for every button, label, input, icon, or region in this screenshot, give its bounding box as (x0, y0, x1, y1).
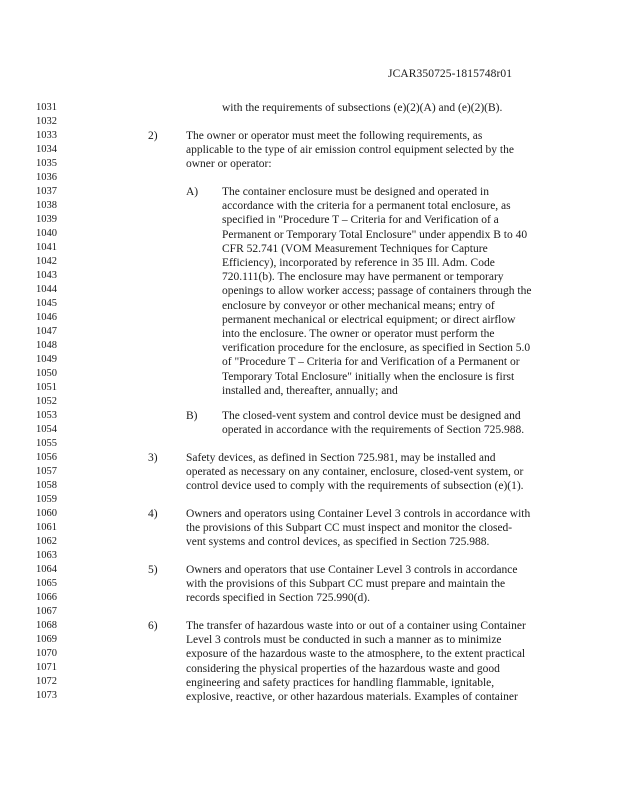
text-line: specified in "Procedure T – Criteria for and Verification of a (222, 214, 499, 227)
text-line: Owners and operators that use Container Level 3 controls in accordance (186, 564, 518, 576)
text-line: installed and, thereafter, annually; and (222, 384, 398, 397)
line-number: 1043 (36, 270, 57, 281)
line-number: 1062 (36, 536, 57, 547)
text-line: The container enclosure must be designed and operated in (222, 186, 489, 198)
text-line: Temporary Total Enclosure" initially when the enclosure is first (222, 370, 515, 383)
text-line: permanent mechanical or electrical equipment; or direct airflow (222, 313, 516, 326)
line-number: 1053 (36, 410, 57, 421)
document-id: JCAR350725-1815748r01 (388, 68, 513, 80)
text-line: 720.111(b). The enclosure may have permanent or temporary (222, 271, 504, 284)
line-number: 1058 (36, 480, 57, 491)
line-number: 1032 (36, 116, 57, 127)
line-number: 1046 (36, 312, 57, 323)
text-line: The closed-vent system and control device must be designed and (222, 410, 521, 422)
text-line: openings to allow worker access; passage of containers through the (222, 285, 532, 298)
line-number: 1049 (36, 354, 57, 365)
line-number: 1057 (36, 466, 57, 477)
line-number: 1034 (36, 144, 57, 155)
line-number: 1051 (36, 382, 57, 393)
text-line: records specified in Section 725.990(d). (186, 592, 370, 605)
item-2b-text (222, 409, 524, 437)
line-number: 1067 (36, 606, 57, 617)
continuation-text (222, 101, 502, 115)
line-number: 1068 (36, 620, 57, 631)
text-line: operated as necessary on any container, enclosure, closed-vent system, or (186, 466, 524, 479)
text-line: operated in accordance with the requirements of Section 725.988. (222, 424, 525, 437)
line-number: 1060 (36, 508, 57, 519)
line-number: 1055 (36, 438, 57, 449)
line-number: 1041 (36, 242, 57, 253)
text-line: The owner or operator must meet the following requirements, as (186, 130, 483, 142)
item-2-text (186, 129, 514, 172)
item-3-marker: 3) (148, 452, 158, 464)
line-number: 1052 (36, 396, 57, 407)
line-number: 1033 (36, 130, 57, 141)
item-6-text (186, 619, 526, 704)
item-6-marker: 6) (148, 620, 158, 632)
text-line: Permanent or Temporary Total Enclosure" under appendix B to 40 (222, 228, 528, 241)
item-4-marker: 4) (148, 508, 158, 520)
line-number: 1072 (36, 676, 57, 687)
text-line: Efficiency), incorporated by reference in 35 Ill. Adm. Code (222, 257, 495, 270)
line-number: 1066 (36, 592, 57, 603)
text-line: vent systems and control devices, as specified in Section 725.988. (186, 536, 490, 549)
line-number: 1063 (36, 550, 57, 561)
line-number: 1059 (36, 494, 57, 505)
text-line: verification procedure for the enclosure, as specified in Section 5.0 (222, 342, 531, 355)
text-line: CFR 52.741 (VOM Measurement Techniques for Capture (222, 242, 488, 255)
item-2a-marker: A) (186, 186, 199, 198)
item-2a-text (222, 185, 531, 398)
text-line: engineering and safety practices for handling flammable, ignitable, (186, 676, 495, 689)
item-2b-marker: B) (186, 410, 198, 422)
line-number: 1037 (36, 186, 57, 197)
line-number: 1048 (36, 340, 57, 351)
text-line: with the requirements of subsections (e)(2)(A) and (e)(2)(B). (222, 102, 503, 114)
text-line: the provisions of this Subpart CC must inspect and monitor the closed- (186, 522, 513, 535)
line-number: 1042 (36, 256, 57, 267)
line-number: 1056 (36, 452, 57, 463)
item-3-text (186, 451, 524, 494)
text-line: applicable to the type of air emission control equipment selected by the (186, 144, 514, 157)
line-number: 1071 (36, 662, 57, 673)
text-line: considering the physical properties of the hazardous waste and good (186, 662, 500, 675)
text-line: enclosure by conveyor or other mechanical means; entry of (222, 299, 495, 312)
line-number: 1065 (36, 578, 57, 589)
item-5-text (186, 563, 517, 606)
text-line: Safety devices, as defined in Section 725.981, may be installed and (186, 452, 496, 464)
text-line: explosive, reactive, or other hazardous materials. Examples of container (186, 691, 518, 704)
text-line: of "Procedure T – Criteria for and Verification of a Permanent or (222, 356, 520, 369)
line-number: 1039 (36, 214, 57, 225)
line-number: 1073 (36, 690, 57, 701)
line-number: 1069 (36, 634, 57, 645)
text-line: Owners and operators using Container Level 3 controls in accordance with (186, 508, 531, 520)
text-line: accordance with the criteria for a permanent total enclosure, as (222, 200, 511, 213)
text-line: exposure of the hazardous waste to the atmosphere, to the extent practical (186, 648, 526, 661)
line-number: 1070 (36, 648, 57, 659)
line-number: 1038 (36, 200, 57, 211)
line-number: 1061 (36, 522, 57, 533)
text-line: into the enclosure. The owner or operator must perform the (222, 328, 495, 341)
line-number: 1036 (36, 172, 57, 183)
text-line: Level 3 controls must be conducted in such a manner as to minimize (186, 634, 502, 647)
item-2-marker: 2) (148, 130, 158, 142)
line-number: 1054 (36, 424, 57, 435)
text-line: The transfer of hazardous waste into or out of a container using Container (186, 620, 526, 632)
line-number: 1047 (36, 326, 57, 337)
line-number: 1050 (36, 368, 57, 379)
line-number: 1031 (36, 102, 57, 113)
line-number: 1040 (36, 228, 57, 239)
line-number: 1044 (36, 284, 57, 295)
text-line: control device used to comply with the requirements of subsection (e)(1). (186, 480, 524, 493)
line-number: 1035 (36, 158, 57, 169)
text-line: owner or operator: (186, 158, 272, 171)
item-5-marker: 5) (148, 564, 158, 576)
text-line: with the provisions of this Subpart CC must prepare and maintain the (186, 578, 506, 591)
item-4-text (186, 507, 530, 550)
line-number: 1045 (36, 298, 57, 309)
line-number: 1064 (36, 564, 57, 575)
